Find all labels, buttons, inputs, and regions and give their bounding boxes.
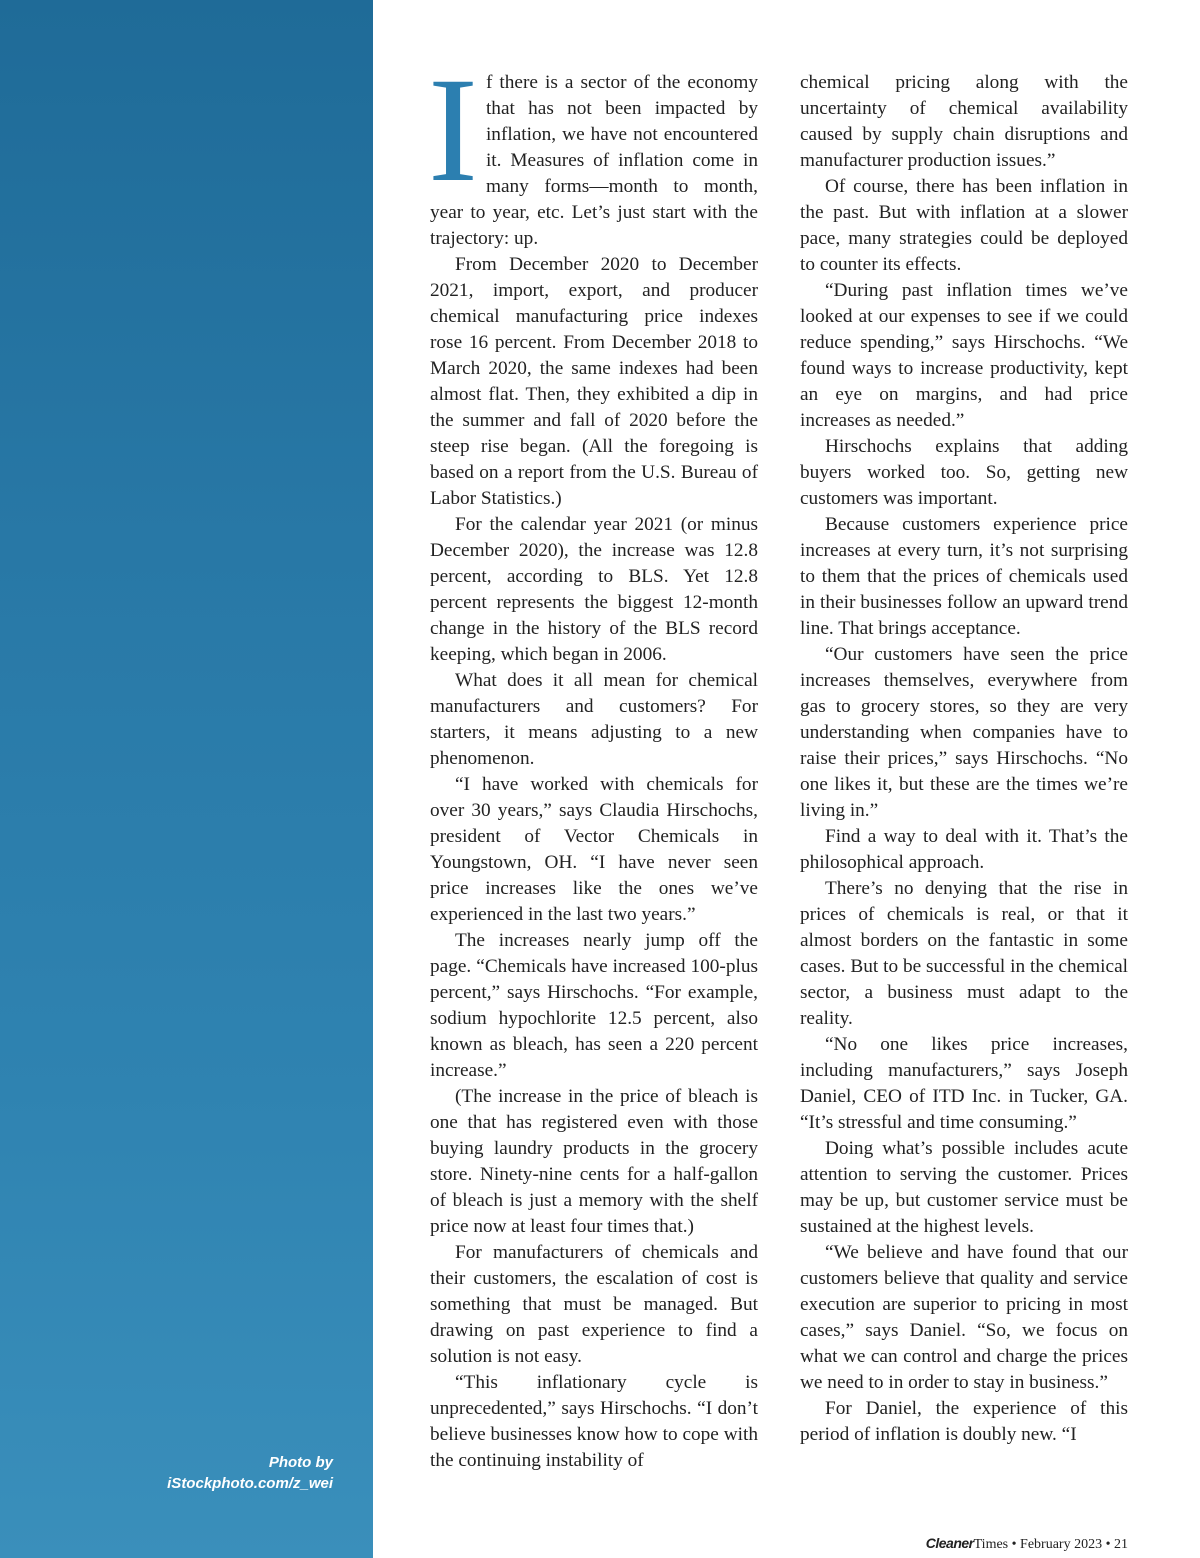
article-paragraph: Because customers experience price increases at every turn, it’s not surprising to them that the prices of chemicals used in their businesses follow an upward trend line. That brings acceptance. [800, 514, 1128, 639]
article-paragraph: The increases nearly jump off the page. “Chemicals have increased 100-plus percent,” says Hirschochs. “For example, sodium hypochlorite 12.5 percent, also known as bleach, has seen a 220 percent increase.” [430, 930, 758, 1081]
article-paragraph: (The increase in the price of bleach is one that has registered even with those buying laundry products in the grocery store. Ninety-nine cents for a half-gallon of bleach is just a memory with the shelf price now at least four times that.) [430, 1086, 758, 1237]
article-paragraph: For the calendar year 2021 (or minus December 2020), the increase was 12.8 percent, according to BLS. Yet 12.8 percent represents the biggest 12-month change in the history of the BLS record keeping, which began in 2006. [430, 514, 758, 665]
article-paragraph: “During past inflation times we’ve looked at our expenses to see if we could reduce spending,” says Hirschochs. “We found ways to increase productivity, kept an eye on margins, and had price increases as needed.” [800, 280, 1128, 431]
article-paragraph: Find a way to deal with it. That’s the philosophical approach. [800, 826, 1128, 873]
magazine-brand: Cleaner [925, 1535, 974, 1551]
article-paragraph: “Our customers have seen the price increases themselves, everywhere from gas to grocery stores, so they are very understanding when companies have to raise their prices,” says Hirschochs. “No one likes it, but these are the times we’re living in.” [800, 644, 1128, 821]
drop-cap: I [428, 47, 478, 213]
article-paragraph: “This inflationary cycle is unprecedented,” says Hirschochs. “I don’t believe businesses know how to cope with the continuing instability of [430, 1372, 758, 1471]
article-paragraph: “I have worked with chemicals for over 30 years,” says Claudia Hirschochs, president of Vector Chemicals in Youngstown, OH. “I have never seen price increases like the ones we’ve experienced in the last two years.” [430, 774, 758, 925]
article-paragraph: Of course, there has been inflation in the past. But with inflation at a slower pace, many strategies could be deployed to counter its effects. [800, 176, 1128, 275]
article-paragraph: For manufacturers of chemicals and their customers, the escalation of cost is something that must be managed. But drawing on past experience to find a solution is not easy. [430, 1242, 758, 1367]
article-column-2 [800, 70, 1128, 1448]
photo-credit-label: Photo by [268, 1454, 333, 1471]
issue-date: February 2023 [1020, 1537, 1103, 1552]
photo-credit [167, 1452, 333, 1494]
photo-credit-source: iStockphoto.com/z_wei [167, 1475, 333, 1492]
article-paragraph: From December 2020 to December 2021, import, export, and producer chemical manufacturing price indexes rose 16 percent. From December 2018 to March 2020, the same indexes had been almost flat. Then, they exhibited a dip in the summer and fall of 2020 before the steep rise began. (All the foregoing is based on a report from the U.S. Bureau of Labor Statistics.) [430, 254, 758, 509]
page-number: 21 [1114, 1537, 1128, 1552]
article-paragraph [428, 47, 758, 252]
page-footer [926, 1535, 1128, 1553]
article-paragraph: Hirschochs explains that adding buyers worked too. So, getting new customers was important. [800, 436, 1128, 509]
article-paragraph: There’s no denying that the rise in prices of chemicals is real, or that it almost borders on the fantastic in some cases. But to be successful in the chemical sector, a business must adapt to the reality. [800, 878, 1128, 1029]
footer-separator: • [1011, 1537, 1017, 1552]
article-paragraph: “We believe and have found that our customers believe that quality and service execution are superior to pricing in most cases,” says Daniel. “So, we focus on what we can control and charge the prices we need to in order to stay in business.” [800, 1242, 1128, 1393]
article-column-1 [428, 47, 758, 1474]
article-paragraph: What does it all mean for chemical manufacturers and customers? For starters, it means adjusting to a new phenomenon. [430, 670, 758, 769]
paragraph-text: f there is a sector of the economy that has not been impacted by inflation, we have not encountered it. Measures of inflation come in many forms—month to month, year to year, etc. Let’s just start with the trajectory: up. [430, 72, 758, 249]
footer-separator: • [1105, 1537, 1111, 1552]
article-paragraph: “No one likes price increases, including manufacturers,” says Joseph Daniel, CEO of ITD Inc. in Tucker, GA. “It’s stressful and time consuming.” [800, 1034, 1128, 1133]
article-paragraph: chemical pricing along with the uncertainty of chemical availability caused by supply chain disruptions and manufacturer production issues.” [800, 72, 1128, 171]
article-paragraph: Doing what’s possible includes acute attention to serving the customer. Prices may be up, but customer service must be sustained at the highest levels. [800, 1138, 1128, 1237]
article-paragraph: For Daniel, the experience of this period of inflation is doubly new. “I [800, 1398, 1128, 1445]
cover-photo [0, 0, 373, 1558]
magazine-brand-suffix: Times [973, 1537, 1009, 1552]
